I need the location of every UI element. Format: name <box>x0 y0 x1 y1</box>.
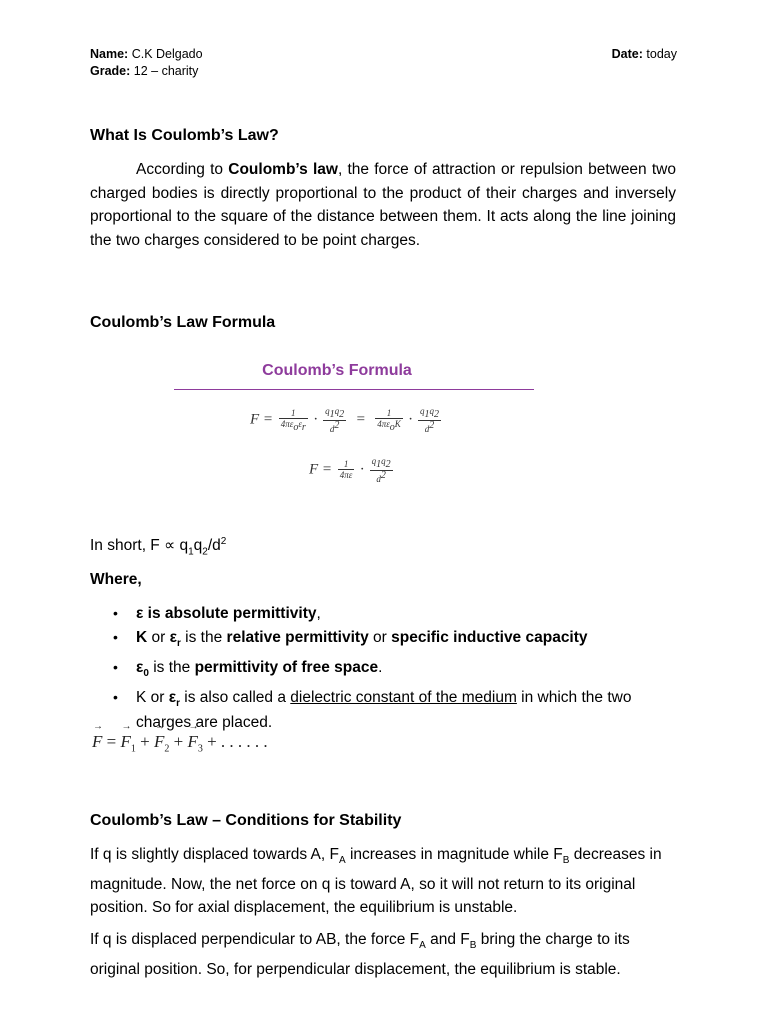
bullet-icon: • <box>113 689 118 706</box>
name-label: Name: <box>90 47 129 61</box>
p1-c: decreases in magnitude. Now, the net force on q is toward A, so it will not return to its original position. So for axial displacement, the equilibrium is unstable. <box>90 846 662 917</box>
b4-pre: K or <box>136 689 169 707</box>
b3-bold: permittivity of free space <box>194 659 379 677</box>
date-label: Date: <box>611 47 643 61</box>
date-line <box>612 46 677 63</box>
grade-label: Grade: <box>90 64 131 78</box>
p1-a: If q is slightly displaced towards A, F <box>90 846 339 863</box>
stability-paragraph-2: If q is displaced perpendicular to AB, the force $F_A$ and $F_B$ bring the charge to its original position. So, for perpendicular displacement, the equilibrium is stable. <box>90 931 630 978</box>
name-line <box>90 46 203 63</box>
p2-a: If q is displaced perpendicular to AB, the force F <box>90 931 420 948</box>
b2-or2: or <box>368 629 392 646</box>
formula-line-1: F = $\frac{1}{4\pi\varepsilon_o\varepsilon_r}$ · $\frac{q_1q_2}{d^2}$ = $\frac{1}{4\pi\varepsilon_oK}$ · $\frac{q_1q_2}{d^2}$ <box>250 406 440 434</box>
def-bold: Coulomb’s law <box>228 161 338 178</box>
heading-formula: Coulomb’s Law Formula <box>90 314 276 331</box>
formula-figure <box>92 342 582 517</box>
b3-end: . <box>378 659 383 677</box>
bullet-icon: • <box>113 605 118 621</box>
date-value: today <box>646 47 677 61</box>
bullet-icon: • <box>113 659 118 676</box>
force-sum-equation: → F = → $F_1$ + → $F_2$ + → $F_3$ + . . . . . . <box>92 732 268 754</box>
name-value: C.K Delgado <box>131 47 203 61</box>
definition-paragraph <box>90 158 676 252</box>
figure-rule <box>174 389 534 390</box>
p2-b: and F <box>425 931 470 948</box>
grade-line <box>90 63 198 80</box>
list-item <box>90 688 676 732</box>
b4-mid: is also called a <box>180 689 291 707</box>
b2-k: K <box>136 629 148 646</box>
list-item <box>90 658 676 683</box>
grade-value: 12 – charity <box>133 64 199 78</box>
b1-post: , <box>316 605 321 622</box>
in-short-text: In short, F ∝ q <box>90 537 189 555</box>
b4-underline: dielectric constant of the medium <box>290 689 517 707</box>
b3-mid: is the <box>148 659 195 677</box>
p1-b: increases in magnitude while F <box>345 846 563 863</box>
b4-eps: $\varepsilon_r$ <box>168 689 180 710</box>
b1-bold: ε is absolute permittivity <box>136 605 317 622</box>
heading-what-is: What Is Coulomb’s Law? <box>90 127 279 144</box>
p2-c: bring the charge to its original position. So, for perpendicular displacement, the equilibrium is stable. <box>90 931 630 978</box>
b2-or: or <box>147 629 170 646</box>
b2-bold1: relative permittivity <box>226 629 369 646</box>
figure-title: Coulomb’s Formula <box>262 362 412 379</box>
def-text-1: According to <box>136 161 229 178</box>
b2-bold2: specific inductive capacity <box>391 629 588 646</box>
heading-stability: Coulomb’s Law – Conditions for Stability <box>90 812 402 829</box>
definitions-list <box>90 604 676 737</box>
in-short-line: In short, $F \propto q_1q_2/d^2$ <box>90 536 227 558</box>
b2-eps: $\varepsilon_r$ <box>169 629 181 650</box>
def-text-2: , the force of attraction or repulsion between two charged bodies is directly proportional to the product of their charges and inversely proportional to the square of the distance between them. It acts along the line joining the two charges considered to be point charges. <box>90 161 677 249</box>
b4-post: in which the two charges are placed. <box>136 689 632 732</box>
b2-mid: is the <box>180 629 227 646</box>
bullet-icon: • <box>113 629 118 645</box>
b3-eps: $\varepsilon_0$ <box>136 659 149 680</box>
stability-paragraph-1: If q is slightly displaced towards A, $F_A$ increases in magnitude while $F_B$ decreases in magnitude. Now, the net force on q is toward A, so it will not return to its original position. So for axial displacement, the equilibrium is unstable. <box>90 846 662 917</box>
formula-line-2: F = $\frac{1}{4\pi\varepsilon}$ · $\frac{q_1q_2}{d^2}$ <box>309 456 391 484</box>
list-item <box>90 604 676 623</box>
where-label: Where, <box>90 571 142 588</box>
list-item <box>90 628 676 653</box>
